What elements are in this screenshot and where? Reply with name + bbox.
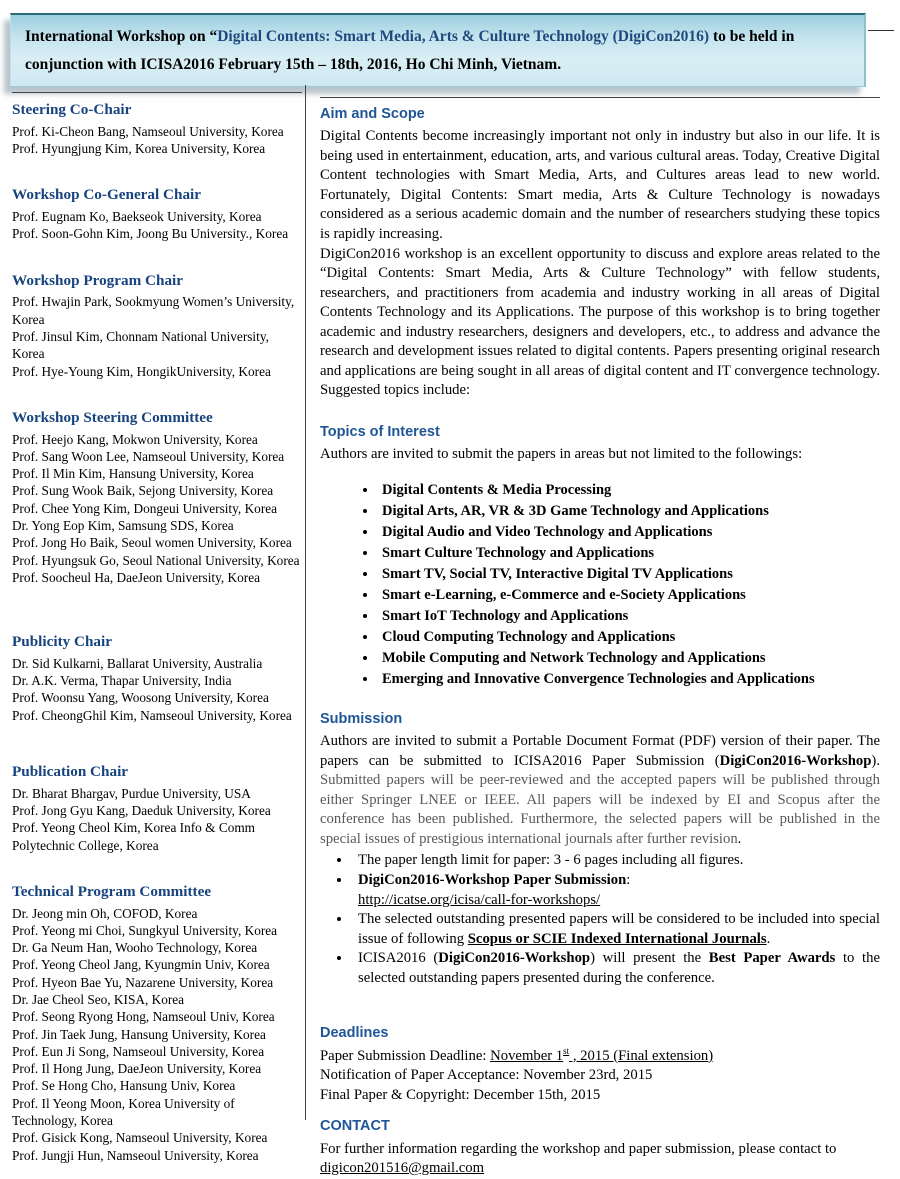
- member-item: Dr. A.K. Verma, Thapar University, India: [12, 673, 232, 689]
- workshop-submission-link[interactable]: http://icatse.org/icisa/call-for-workshops/: [358, 891, 601, 908]
- section-program-chair: [12, 271, 302, 380]
- member-item: Prof. Ki-Cheon Bang, Namseoul University, Korea: [12, 123, 284, 139]
- member-item: Prof. Hyeon Bae Yu, Nazarene University, Korea: [12, 974, 274, 990]
- bullet4-mid: ) will present the: [590, 950, 709, 967]
- topic-item: • Mobile Computing and Network Technology and Applications: [378, 648, 880, 669]
- submission-seg1: Authors are invited to submit a Portable Document Format (PDF) version of their paper. The papers can be submitted to ICISA2016 Paper Submission (: [320, 733, 880, 769]
- topics-list: [378, 480, 880, 690]
- member-item: Prof. Sang Woon Lee, Namseoul University, Korea: [12, 448, 285, 464]
- bullet3-post: .: [766, 930, 771, 947]
- member-item: Prof. Il Hong Jung, DaeJeon University, Korea: [12, 1061, 262, 1077]
- topic-item: • Smart e-Learning, e-Commerce and e-Society Applications: [378, 585, 880, 606]
- member-item: Dr. Yong Eop Kim, Samsung SDS, Korea: [12, 517, 234, 533]
- member-item: Prof. Eugnam Ko, Baekseok University, Korea: [12, 209, 262, 225]
- contact-email-link[interactable]: digicon201516@gmail.com: [320, 1160, 485, 1177]
- submission-seg2: DigiCon2016-Workshop: [719, 752, 872, 769]
- section-co-general-chair: [12, 185, 302, 242]
- member-item: Dr. Bharat Bhargav, Purdue University, USA: [12, 785, 251, 801]
- member-item: Dr. Sid Kulkarni, Ballarat University, Australia: [12, 655, 263, 671]
- submission-bullet-1: [352, 851, 880, 871]
- bullet4-post: to the selected outstanding papers presented during the conference.: [358, 950, 880, 986]
- submission-bullet-3: [352, 910, 880, 949]
- bullet4-awards: Best Paper Awards: [708, 950, 836, 967]
- section-technical-program-committee: [12, 882, 302, 1164]
- member-item: Dr. Ga Neum Han, Wooho Technology, Korea: [12, 940, 258, 956]
- member-item: Prof. Eun Ji Song, Namseoul University, Korea: [12, 1043, 265, 1059]
- section-title: Workshop Steering Committee: [12, 408, 213, 426]
- member-item: Prof. Hye-Young Kim, HongikUniversity, Korea: [12, 363, 271, 379]
- bullet3-pre: The selected outstanding presented papers will be considered to be included into special issue of following: [358, 911, 880, 947]
- aim-paragraph-2: DigiCon2016 workshop is an excellent opportunity to discuss and explore areas related to the “Digital Contents: Smart Media, Arts & Culture Technology” with fellow students, researchers, and practitioners from academia and industry working in all areas of Digital Contents Technology and its Applications. The purpose of this workshop is to bring together academic and industry researchers, designers and developers, etc., to address and advance the research and development issues related to digital contents. Papers presenting original research and applications are being sought in all areas of digital content and IT convergence technology. Suggested topics include:: [320, 245, 880, 399]
- member-item: Prof. Jinsul Kim, Chonnam National University, Korea: [12, 328, 269, 362]
- contact-title: CONTACT: [320, 1118, 390, 1135]
- member-item: Prof. Yeong mi Choi, Sungkyul University, Korea: [12, 922, 278, 938]
- bullet4-workshop: DigiCon2016-Workshop: [438, 950, 591, 967]
- member-item: Dr. Jeong min Oh, COFOD, Korea: [12, 905, 198, 921]
- member-item: Prof. CheongGhil Kim, Namseoul University, Korea: [12, 707, 292, 723]
- topic-item: • Smart TV, Social TV, Interactive Digital TV Applications: [378, 564, 880, 585]
- section-title: Technical Program Committee: [12, 882, 212, 900]
- deadline-notification: Notification of Paper Acceptance: November 23rd, 2015: [320, 1067, 653, 1084]
- member-item: Prof. Hyungsuk Go, Seoul National University, Korea: [12, 552, 300, 568]
- bullet2-colon: :: [626, 872, 631, 889]
- bullet2-label: DigiCon2016-Workshop Paper Submission: [358, 872, 627, 889]
- submission-bullet-list: [352, 851, 880, 988]
- member-list: [12, 905, 302, 1164]
- aim-paragraph-1: Digital Contents become increasingly important not only in industry but also in our life. It is being used in entertainment, education, arts, and various cultural areas. Today, Creative Digital Content technologies with Smart Media, Arts, and Cultures areas lead to new world. Fortunately, Digital Contents: Smart media, Arts & Culture Technology is nowadays considered as a serious academic domain and the number of researchers studying these topics is rapidly increasing.: [320, 128, 880, 243]
- member-item: Prof. Jungji Hun, Namseoul University, Korea: [12, 1147, 259, 1163]
- main-content: [320, 97, 880, 1179]
- bullet1-text: The paper length limit for paper: 3 - 6 pages including all figures.: [358, 852, 744, 869]
- contact-text: [320, 1140, 880, 1179]
- aim-title: Aim and Scope: [320, 106, 425, 122]
- workshop-banner: [10, 13, 866, 87]
- contact-text-lead: For further information regarding the workshop and paper submission, please contact to: [320, 1140, 837, 1157]
- section-title: Workshop Co-General Chair: [12, 186, 202, 204]
- banner-text-prefix: International Workshop on “: [25, 28, 218, 45]
- member-list: [12, 431, 302, 587]
- member-item: Prof. Yeong Cheol Jang, Kyungmin Univ, Korea: [12, 957, 270, 973]
- member-list: [12, 208, 302, 243]
- member-item: Prof. Gisick Kong, Namseoul University, Korea: [12, 1130, 268, 1146]
- member-item: Prof. Hyungjung Kim, Korea University, Korea: [12, 141, 266, 157]
- member-item: Prof. Chee Yong Kim, Dongeui University, Korea: [12, 500, 278, 516]
- member-item: Prof. Hwajin Park, Sookmyung Women’s University, Korea: [12, 294, 295, 327]
- member-item: Prof. Jin Taek Jung, Hansung University, Korea: [12, 1026, 266, 1042]
- section-publication-chair: [12, 762, 302, 854]
- section-aim-and-scope: [320, 105, 880, 401]
- section-contact: [320, 1117, 880, 1178]
- member-item: Dr. Jae Cheol Seo, KISA, Korea: [12, 991, 185, 1007]
- banner-text-highlight: Digital Contents: Smart Media, Arts & Culture Technology (DigiCon2016): [217, 28, 710, 45]
- section-steering-committee: [12, 408, 302, 586]
- member-item: Prof. Heejo Kang, Mokwon University, Korea: [12, 431, 258, 447]
- member-list: [12, 123, 302, 158]
- member-item: Prof. Il Min Kim, Hansung University, Korea: [12, 466, 254, 482]
- submission-paragraph: [320, 732, 880, 849]
- section-title: Publicity Chair: [12, 633, 112, 651]
- section-title: Publication Chair: [12, 762, 129, 780]
- member-list: [12, 293, 302, 379]
- topic-item: • Digital Audio and Video Technology and Applications: [378, 522, 880, 543]
- deadline1-ordinal: st: [563, 1045, 570, 1056]
- member-item: Prof. Woonsu Yang, Woosong University, Korea: [12, 690, 269, 706]
- column-divider: [305, 85, 306, 1120]
- deadline1-label: Paper Submission Deadline:: [320, 1047, 491, 1064]
- banner-edge-line: [868, 30, 894, 31]
- member-item: Prof. Sung Wook Baik, Sejong University, Korea: [12, 483, 274, 499]
- member-item: Prof. Yeong Cheol Kim, Korea Info & Comm Polytechnic College, Korea: [12, 820, 256, 853]
- topics-intro: Authors are invited to submit the papers in areas but not limited to the followings:: [320, 446, 803, 463]
- banner-text-suffix: to be held in conjunction with ICISA2016 February 15th – 18th, 2016, Ho Chi Minh, Vietnam.: [25, 28, 795, 74]
- bullet4-pre: ICISA2016 (: [358, 950, 439, 967]
- member-list: [12, 785, 302, 854]
- member-item: Prof. Soocheul Ha, DaeJeon University, Korea: [12, 569, 261, 585]
- section-publicity-chair: [12, 632, 302, 724]
- member-list: [12, 655, 302, 724]
- banner-text: [25, 23, 850, 79]
- submission-title: Submission: [320, 710, 403, 727]
- topic-item: • Digital Arts, AR, VR & 3D Game Technology and Applications: [378, 501, 880, 522]
- topic-item: • Smart Culture Technology and Applications: [378, 543, 880, 564]
- section-topics-of-interest: [320, 423, 880, 690]
- bullet3-journals: Scopus or SCIE Indexed International Journals: [467, 930, 767, 947]
- topics-title: Topics of Interest: [320, 423, 440, 440]
- member-item: Prof. Seong Ryong Hong, Namseoul Univ, Korea: [12, 1009, 275, 1025]
- deadline1-date-part1: November 1: [490, 1047, 564, 1064]
- submission-seg3: ).: [871, 752, 880, 769]
- section-steering-co-chair: [12, 100, 302, 157]
- submission-bullet-4: [352, 949, 880, 988]
- submission-seg4: Submitted papers will be peer-reviewed and the accepted papers will be published through either Springer LNEE or IEEE. All papers will be indexed by EI and Scopus after the conference has been published. Furthermore, the selected papers will be published in the special issues of prestigious international journals after further revision: [320, 772, 880, 847]
- committee-sidebar: [12, 92, 302, 1164]
- section-deadlines: [320, 1024, 880, 1105]
- member-item: Prof. Jong Ho Baik, Seoul women University, Korea: [12, 535, 292, 551]
- member-item: Prof. Se Hong Cho, Hansung Univ, Korea: [12, 1078, 236, 1094]
- deadline-final-paper: Final Paper & Copyright: December 15th, 2015: [320, 1086, 601, 1103]
- section-submission: [320, 710, 880, 988]
- topic-item: • Cloud Computing Technology and Applications: [378, 627, 880, 648]
- deadline1-date-part2: , 2015 (Final extension): [569, 1047, 714, 1064]
- member-item: Prof. Jong Gyu Kang, Daeduk University, Korea: [12, 802, 271, 818]
- submission-seg5: .: [737, 830, 742, 847]
- topic-item: • Emerging and Innovative Convergence Technologies and Applications: [378, 669, 880, 690]
- submission-bullet-2: [352, 871, 880, 910]
- member-item: Prof. Soon-Gohn Kim, Joong Bu University., Korea: [12, 226, 289, 242]
- member-item: Prof. Il Yeong Moon, Korea University of Technology, Korea: [12, 1095, 235, 1128]
- deadline-submission: [320, 1047, 880, 1067]
- topic-item: • Smart IoT Technology and Applications: [378, 606, 880, 627]
- deadlines-title: Deadlines: [320, 1025, 389, 1042]
- section-title: Workshop Program Chair: [12, 271, 184, 289]
- topic-item: • Digital Contents & Media Processing: [378, 480, 880, 501]
- section-title: Steering Co-Chair: [12, 101, 132, 118]
